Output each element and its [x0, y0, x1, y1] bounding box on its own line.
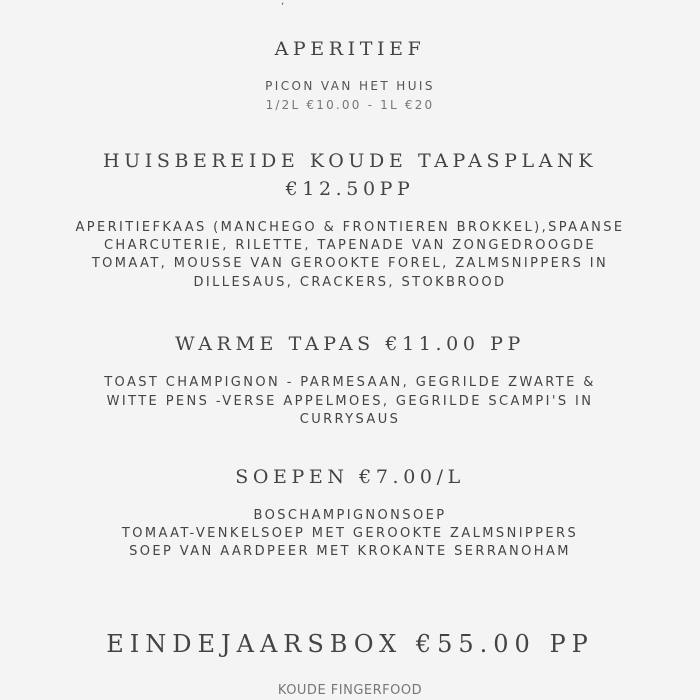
- koude-tapas-line-4: DILLESAUS, CRACKERS, STOKBROOD: [193, 275, 507, 290]
- top-mark: ,: [281, 0, 285, 7]
- koude-tapas-title: HUISBEREIDE KOUDE TAPASPLANK: [102, 150, 598, 172]
- koude-tapas-price: €12.50PP: [285, 178, 415, 200]
- koude-tapas-line-1: APERITIEFKAAS (MANCHEGO & FRONTIEREN BROKKEL),SPAANSE: [75, 220, 625, 235]
- aperitief-price: 1/2L €10.00 - 1L €20: [265, 98, 435, 112]
- soepen-line-2: TOMAAT-VENKELSOEP MET GEROOKTE ZALMSNIPPERS: [121, 526, 579, 541]
- aperitief-item: PICON VAN HET HUIS: [265, 79, 435, 93]
- aperitief-title: APERITIEF: [274, 38, 426, 60]
- soepen-line-3: SOEP VAN AARDPEER MET KROKANTE SERRANOHAM: [129, 544, 571, 559]
- soepen-title: SOEPEN €7.00/L: [235, 466, 465, 488]
- warme-tapas-line-1: TOAST CHAMPIGNON - PARMESAAN, GEGRILDE ZWARTE &: [104, 375, 596, 390]
- koude-tapas-line-3: TOMAAT, MOUSSE VAN GEROOKTE FOREL, ZALMSNIPPERS IN: [91, 256, 609, 271]
- warme-tapas-title: WARME TAPAS €11.00 PP: [175, 333, 525, 355]
- eindejaarsbox-title: EINDEJAARSBOX €55.00 PP: [106, 630, 594, 658]
- eindejaarsbox-sub: KOUDE FINGERFOOD: [277, 683, 423, 698]
- soepen-line-1: BOSCHAMPIGNONSOEP: [253, 508, 447, 523]
- koude-tapas-line-2: CHARCUTERIE, RILETTE, TAPENADE VAN ZONGEDROOGDE: [103, 238, 597, 253]
- warme-tapas-line-2: WITTE PENS -VERSE APPELMOES, GEGRILDE SCAMPI'S IN: [106, 394, 594, 409]
- warme-tapas-line-3: CURRYSAUS: [299, 412, 401, 427]
